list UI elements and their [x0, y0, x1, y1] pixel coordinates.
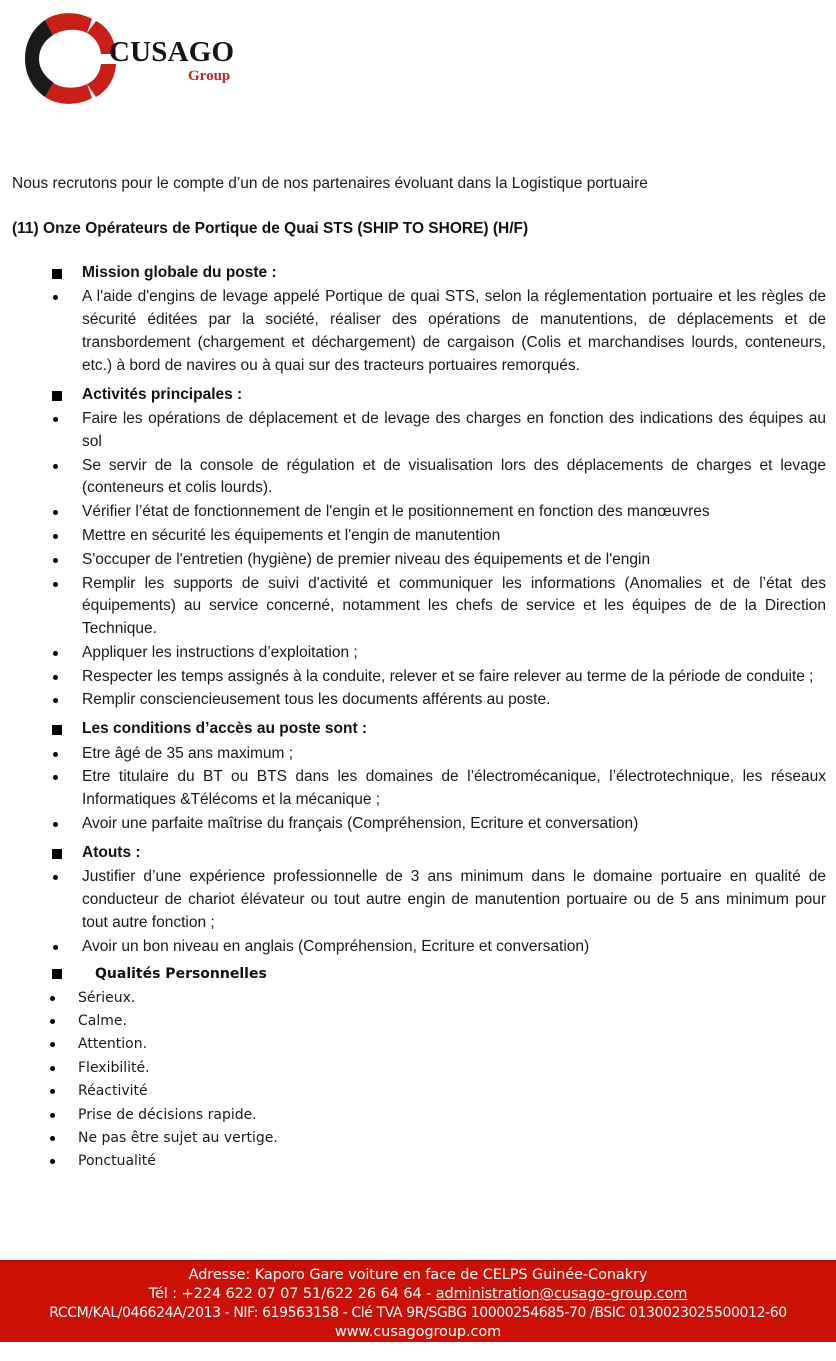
- job-title: (11) Onze Opérateurs de Portique de Quai STS (SHIP TO SHORE) (H/F): [12, 220, 529, 237]
- list-item: A l'aide d'engins de levage appelé Portique de quai STS, selon la réglementation portuaire et les règles de sécurité éditées par la société, réaliser des opérations de manutentions, de déplacements et de transbordement (chargement et déchargement) de cargaison (Colis et marchandises lourds, conteneurs, etc.) à bord de navires ou à quai sur des tracteurs portuaires remorqués.: [0, 286, 836, 377]
- section-items-list: [0, 743, 836, 836]
- section-atouts: [0, 842, 836, 959]
- section-heading: [0, 964, 836, 984]
- logo-company-name: CUSAGO: [109, 36, 235, 68]
- company-logo: [14, 6, 274, 116]
- section-heading-label: Mission globale du poste :: [82, 264, 277, 281]
- section-items-list: [0, 987, 836, 1173]
- cusago-c-mark-icon: [20, 10, 116, 108]
- logo-wordmark: [109, 38, 234, 84]
- square-bullet-icon: [52, 269, 62, 279]
- list-item: Etre titulaire du BT ou BTS dans les domaines de l’électromécanique, l’électrotechnique, les réseaux Informatiques &Télécoms et la mécanique ;: [0, 766, 836, 812]
- list-item: Vérifier l’état de fonctionnement de l'engin et le positionnement en fonction des manœuvres: [0, 501, 836, 524]
- section-heading: [0, 384, 836, 406]
- list-item: Justifier d’une expérience professionnelle de 3 ans minimum dans le domaine portuaire en qualité de conducteur de chariot élévateur ou tout autre engin de manutention portuaire ou de 5 ans minimum pour tout autre fonction ;: [0, 866, 836, 934]
- square-bullet-icon: [52, 969, 62, 979]
- list-item: Ponctualité: [0, 1150, 836, 1172]
- section-mission: [0, 262, 836, 378]
- list-item: Flexibilité.: [0, 1057, 836, 1079]
- list-item: Faire les opérations de déplacement et de levage des charges en fonction des indications des équipes au sol: [0, 408, 836, 454]
- list-item: Mettre en sécurité les équipements et l'engin de manutention: [0, 525, 836, 548]
- section-heading-label: Les conditions d’accès au poste sont :: [82, 720, 368, 738]
- intro-paragraph: Nous recrutons pour le compte d’un de nos partenaires évoluant dans la Logistique portuaire: [12, 175, 648, 192]
- footer-email-link[interactable]: administration@cusago-group.com: [435, 1286, 688, 1302]
- list-item: Ne pas être sujet au vertige.: [0, 1127, 836, 1149]
- section-activites: [0, 384, 836, 713]
- list-item: Se servir de la console de régulation et de visualisation lors des déplacements de charges et levage (conteneurs et colis lourds).: [0, 455, 836, 501]
- footer-legal: RCCM/KAL/046624A/2013 - NIF: 619563158 - Clé TVA 9R/SGBG 10000254685-70 /BSIC 0130023025500012-60: [49, 1305, 787, 1321]
- list-item: Attention.: [0, 1033, 836, 1055]
- list-item: Appliquer les instructions d’exploitation ;: [0, 642, 836, 665]
- square-bullet-icon: [52, 391, 62, 401]
- section-items-list: [0, 866, 836, 958]
- logo-group-label: Group: [188, 68, 231, 84]
- section-items-list: [0, 286, 836, 377]
- list-item: Sérieux.: [0, 987, 836, 1009]
- list-item: Avoir une parfaite maîtrise du français (Compréhension, Ecriture et conversation): [0, 813, 836, 836]
- footer-cutoff-line: Adresse: Kaporo Gare voiture en face de CELPS Guinée-Conakry: [188, 1343, 648, 1359]
- list-item: Avoir un bon niveau en anglais (Compréhension, Ecriture et conversation): [0, 936, 836, 959]
- section-heading-label: Atouts :: [82, 843, 141, 861]
- section-heading: [0, 718, 836, 740]
- footer-contact-line: [0, 1285, 836, 1304]
- list-item: Etre âgé de 35 ans maximum ;: [0, 743, 836, 766]
- footer-address: Adresse: Kaporo Gare voiture en face de CELPS Guinée-Conakry: [188, 1267, 648, 1283]
- section-items-list: [0, 408, 836, 712]
- list-item: Prise de décisions rapide.: [0, 1104, 836, 1126]
- section-qualites-personnelles: [0, 964, 836, 1172]
- footer-banner: [0, 1260, 836, 1359]
- section-heading: [0, 842, 836, 864]
- list-item: Remplir consciencieusement tous les documents afférents au poste.: [0, 689, 836, 712]
- list-item: Respecter les temps assignés à la conduite, relever et se faire relever au terme de la période de conduite ;: [0, 666, 836, 689]
- footer-phone: Tél : +224 622 07 07 51/622 26 64 64 -: [148, 1286, 436, 1302]
- section-heading-label: Activités principales :: [82, 385, 243, 403]
- footer-website-link[interactable]: www.cusagogroup.com: [334, 1324, 502, 1340]
- section-conditions: [0, 718, 836, 836]
- section-heading-label: Qualités Personnelles: [95, 966, 267, 983]
- list-item: Remplir les supports de suivi d'activité et communiquer les informations (Anomalies et de l’état des équipements) au service concerné, notamment les chefs de service et les équipes de de la Direction Technique.: [0, 573, 836, 641]
- square-bullet-icon: [52, 849, 62, 859]
- list-item: S'occuper de l'entretien (hygiène) de premier niveau des équipements et de l'engin: [0, 549, 836, 572]
- sections-container: [0, 262, 836, 1179]
- section-heading: [0, 262, 836, 284]
- list-item: Calme.: [0, 1010, 836, 1032]
- list-item: Réactivité: [0, 1080, 836, 1102]
- square-bullet-icon: [52, 725, 62, 735]
